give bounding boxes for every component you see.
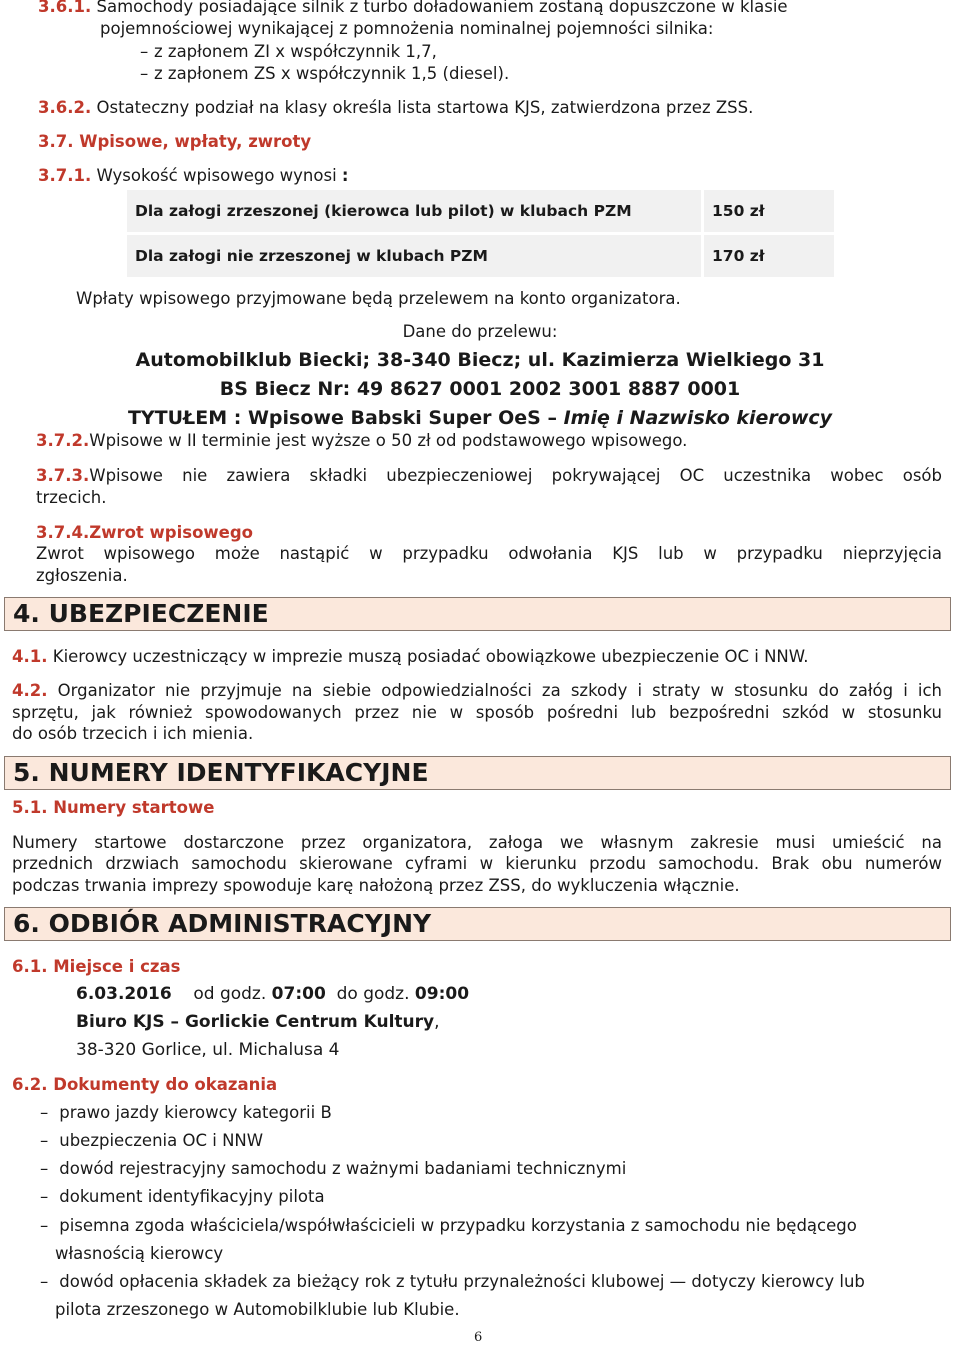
dash-bullet-icon: – — [40, 1187, 49, 1206]
section-5-1-line3: podczas trwania imprezy spowoduje karę nałożoną przez ZSS, do wykluczenia włącznie. — [12, 876, 740, 895]
table-row — [127, 235, 834, 277]
section-4-2-line1 — [12, 680, 942, 701]
fee-table — [124, 187, 837, 280]
section-3-7-4-line1: Zwrot wpisowego może nastąpić w przypadku odwołania KJS lub w przypadku nieprzyjęcia — [36, 544, 942, 563]
section-6-heading: 6. ODBIÓR ADMINISTRACYJNY — [4, 907, 951, 941]
section-5-1-heading: 5.1. Numery startowe — [12, 798, 215, 817]
section-4-2-line2: sprzętu, jak również spowodowanych przez nie w sposób pośredni lub bezpośredni szkód w stosunku — [12, 703, 942, 722]
paragraph-text: Samochody posiadające silnik z turbo doładowaniem zostaną dopuszczone w klasie — [96, 0, 788, 16]
list-item: – pisemna zgoda właściciela/współwłaścicieli w przypadku korzystania z samochodu nie będącego — [40, 1216, 857, 1235]
paragraph-text: Wysokość wpisowego wynosi — [96, 166, 337, 185]
list-item-continuation: własnością kierowcy — [55, 1244, 224, 1263]
reception-time: 6.03.2016 od godz. 07:00 do godz. 09:00 — [76, 984, 470, 1004]
section-3-7-3-line2: trzecich. — [36, 488, 107, 507]
section-3-7-4-heading: 3.7.4.Zwrot wpisowego — [36, 523, 254, 542]
paragraph-text: Ostateczny podział na klasy określa lista startowa KJS, zatwierdzona przez ZSS. — [96, 98, 754, 117]
fee-amount: 150 zł — [704, 190, 834, 232]
list-item: – prawo jazdy kierowcy kategorii B — [40, 1103, 332, 1122]
list-item: – ubezpieczenia OC i NNW — [40, 1131, 264, 1150]
section-6-1-heading: 6.1. Miejsce i czas — [12, 957, 181, 976]
reception-date: 6.03.2016 — [76, 984, 172, 1004]
dash-bullet-icon: – — [140, 64, 149, 83]
page-number: 6 — [474, 1330, 483, 1345]
section-5-1-line2: przednich drzwiach samochodu skierowane cyframi w kierunku przodu samochodu. Brak obu numerów — [12, 854, 942, 873]
payment-note: Wpłaty wpisowego przyjmowane będą przelewem na konto organizatora. — [76, 289, 681, 308]
section-4-heading: 4. UBEZPIECZENIE — [4, 597, 951, 631]
list-item-continuation: pilota zrzeszonego w Automobilklubie lub Klubie. — [55, 1300, 460, 1319]
fee-label: Dla załogi nie zrzeszonej w klubach PZM — [127, 235, 701, 277]
list-item: – z zapłonem ZI x współczynnik 1,7, — [140, 42, 437, 61]
list-item: – dowód rejestracyjny samochodu z ważnymi badaniami technicznymi — [40, 1159, 627, 1178]
bank-account: BS Biecz Nr: 49 8627 0001 2002 3001 8887 0001 — [219, 378, 741, 400]
dash-bullet-icon: – — [40, 1272, 49, 1291]
dash-bullet-icon: – — [40, 1159, 49, 1178]
section-3-7-2 — [36, 430, 687, 451]
fee-amount: 170 zł — [704, 235, 834, 277]
section-3-6-1-line2: pojemnościowej wynikającej z pomnożenia nominalnej pojemności silnika: — [100, 19, 714, 38]
recipient-address: Automobilklub Biecki; 38-340 Biecz; ul. Kazimierza Wielkiego 31 — [135, 349, 825, 371]
section-number: 3.6.1. — [38, 0, 92, 16]
dash-bullet-icon: – — [40, 1216, 49, 1235]
fee-label: Dla załogi zrzeszonej (kierowca lub pilot) w klubach PZM — [127, 190, 701, 232]
section-number: 3.6.2. — [38, 98, 92, 117]
section-4-2-line3: do osób trzecich i ich mienia. — [12, 724, 254, 743]
section-5-heading: 5. NUMERY IDENTYFIKACYJNE — [4, 756, 951, 790]
dash-bullet-icon: – — [40, 1131, 49, 1150]
section-number: 4.1. — [12, 647, 48, 666]
list-item: – dowód opłacenia składek za bieżący rok z tytułu przynależności klubowej — dotyczy kierowcy lub — [40, 1272, 865, 1291]
paragraph-text: Wpisowe w II terminie jest wyższe o 50 zł od podstawowego wpisowego. — [89, 431, 688, 450]
reception-venue: Biuro KJS – Gorlickie Centrum Kultury, — [76, 1012, 440, 1032]
paragraph-text: Organizator nie przyjmuje na siebie odpowiedzialności za szkody i straty w stosunku do załóg i ich — [57, 681, 943, 700]
section-number: 3.7.1. — [38, 166, 92, 185]
dash-bullet-icon: – — [40, 1103, 49, 1122]
section-4-1 — [12, 646, 808, 667]
dash-bullet-icon: – — [140, 42, 149, 61]
reception-address: 38-320 Gorlice, ul. Michalusa 4 — [76, 1040, 340, 1060]
list-item: – z zapłonem ZS x współczynnik 1,5 (diesel). — [140, 64, 510, 83]
section-3-6-2 — [38, 97, 753, 118]
paragraph-text: Wpisowe nie zawiera składki ubezpieczeniowej pokrywającej OC uczestnika wobec osób — [89, 466, 942, 485]
section-number: 3.7.3. — [36, 466, 90, 485]
list-item: – dokument identyfikacyjny pilota — [40, 1187, 325, 1206]
section-3-7-heading: 3.7. Wpisowe, wpłaty, zwroty — [38, 132, 312, 151]
transfer-label: Dane do przelewu: — [402, 322, 558, 341]
table-row — [127, 190, 834, 232]
section-3-7-4-line2: zgłoszenia. — [36, 566, 128, 585]
section-3-7-1: 3.7.1. Wysokość wpisowego wynosi : — [38, 166, 349, 185]
paragraph-text: Kierowcy uczestniczący w imprezie muszą posiadać obowiązkowe ubezpieczenie OC i NNW. — [52, 647, 809, 666]
transfer-title: TYTUŁEM : Wpisowe Babski Super OeS – Imię i Nazwisko kierowcy — [127, 407, 833, 429]
section-number: 3.7.2. — [36, 431, 90, 450]
section-number: 4.2. — [12, 681, 48, 700]
section-3-6-1-line1 — [38, 0, 788, 17]
section-3-7-3-line1 — [36, 465, 942, 486]
section-5-1-line1: Numery startowe dostarczone przez organizatora, załoga we własnym zakresie musi umieścić na — [12, 833, 942, 852]
section-6-2-heading: 6.2. Dokumenty do okazania — [12, 1075, 278, 1094]
